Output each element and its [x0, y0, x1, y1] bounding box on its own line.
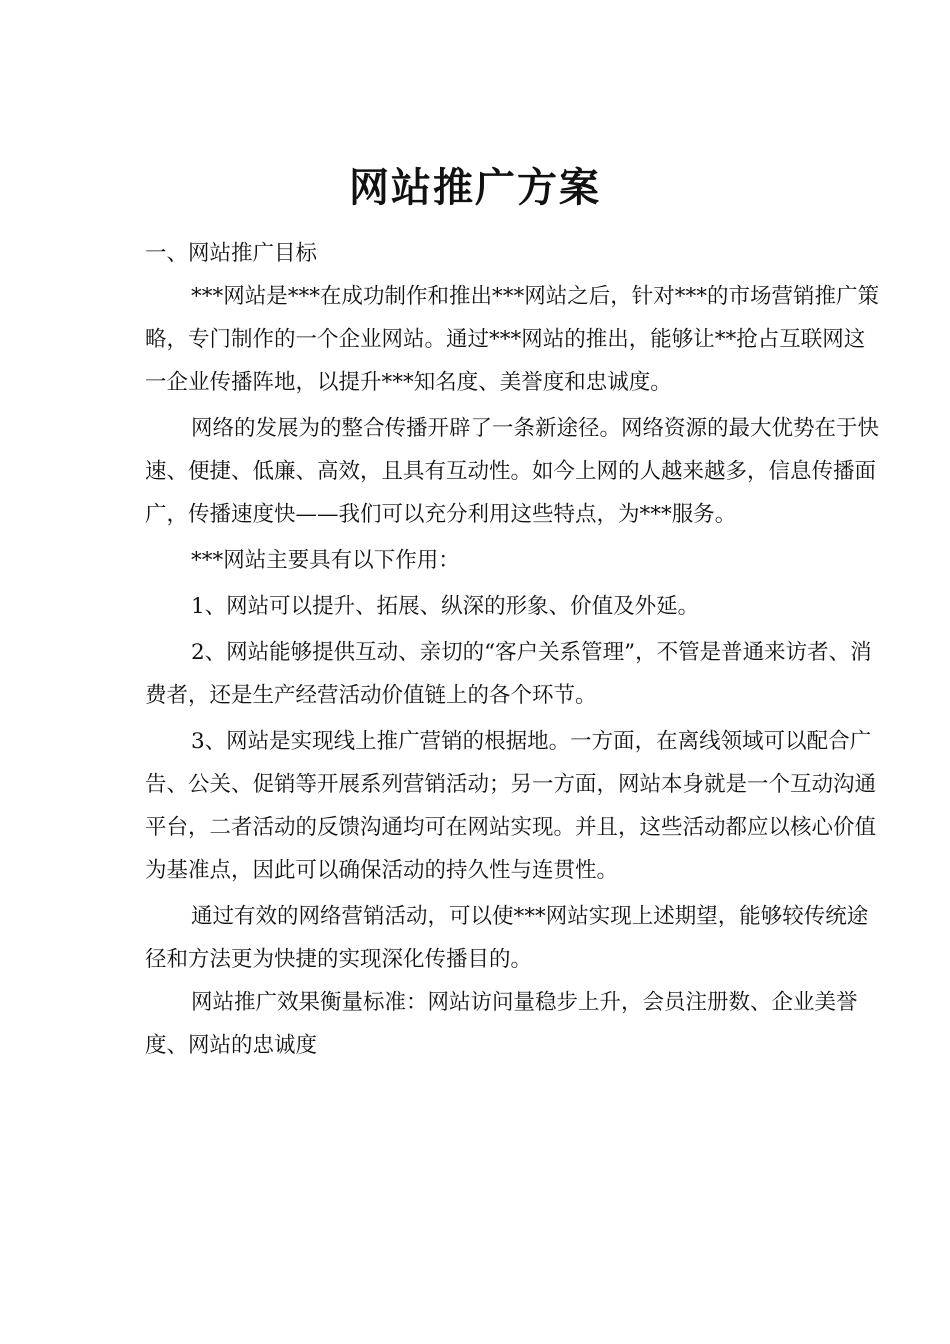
document-title: 网站推广方案: [349, 164, 601, 211]
section-heading: 一、网站推广目标: [145, 241, 318, 266]
paragraph-measurement-standard: 网站推广效果衡量标准：网站访问量稳步上升，会员注册数、企业美誉度、网站的忠诚度: [145, 990, 858, 1058]
paragraph-functions-intro: ***网站主要具有以下作用：: [191, 548, 460, 573]
paragraph-network-development: 网络的发展为的整合传播开辟了一条新途径。网络资源的最大优势在于快速、便捷、低廉、高效，且具有互动性。如今上网的人越来越多，信息传播面广，传播速度快——我们可以充分利用这些特点，为***服务。: [145, 416, 880, 527]
document-body: [145, 232, 885, 1067]
list-item-function-2: 2、网站能够提供互动、亲切的“客户关系管理”，不管是普通来访者、消费者，还是生产经营活动价值链上的各个环节。: [145, 640, 872, 708]
list-item-function-1: 1、网站可以提升、拓展、纵深的形象、价值及外延。: [191, 594, 700, 619]
paragraph-intro: ***网站是***在成功制作和推出***网站之后，针对***的市场营销推广策略，专门制作的一个企业网站。通过***网站的推出，能够让**抢占互联网这一企业传播阵地，以提升***知名度、美誉度和忠诚度。: [145, 284, 880, 395]
list-item-function-3: 3、网站是实现线上推广营销的根据地。一方面，在离线领域可以配合广告、公关、促销等开展系列营销活动；另一方面，网站本身就是一个互动沟通平台，二者活动的反馈沟通均可在网站实现。并且，这些活动都应以核心价值为基准点，因此可以确保活动的持久性与连贯性。: [145, 729, 877, 883]
paragraph-marketing-activities: 通过有效的网络营销活动，可以使***网站实现上述期望，能够较传统途径和方法更为快捷的实现深化传播目的。: [145, 904, 869, 972]
